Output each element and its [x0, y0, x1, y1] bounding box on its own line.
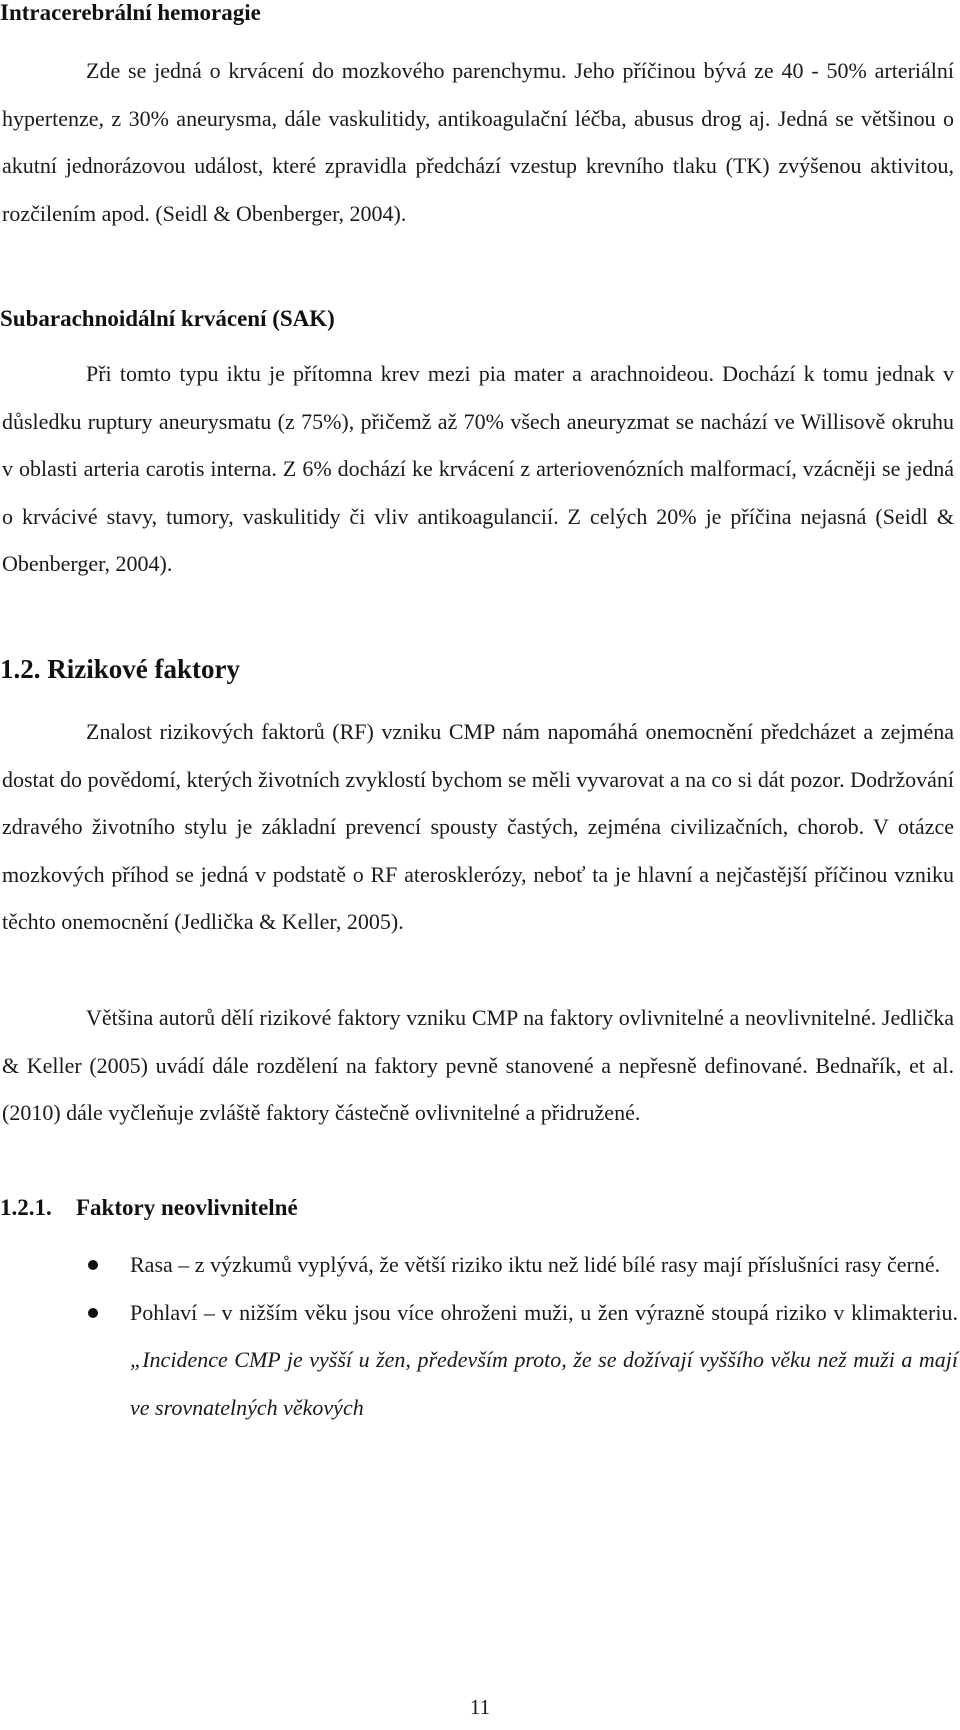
paragraph-intracerebral-hemorrhage: Zde se jedná o krvácení do mozkového parenchymu. Jeho příčinou bývá ze 40 - 50% arteriální hypertenze, z 30% aneurysma, dále vaskulitidy, antikoagulační léčba, abusus drog aj. Jedná se většinou o akutní jednorázovou událost, které zpravidla předchází vzestup krevního tlaku (TK) zvýšenou aktivitou, rozčilením apod. (Seidl & Obenberger, 2004).	[2, 58, 954, 226]
list-item-text: Rasa – z výzkumů vyplývá, že větší riziko iktu než lidé bílé rasy mají příslušníci rasy černé.	[130, 1252, 941, 1277]
heading-intracerebral-hemorrhage: Intracerebrální hemoragie	[0, 0, 261, 25]
subsection-title: Faktory neovlivnitelné	[76, 1195, 298, 1220]
heading-subarachnoid-hemorrhage: Subarachnoidální krvácení (SAK)	[0, 306, 335, 331]
paragraph-subarachnoid-hemorrhage: Při tomto typu iktu je přítomna krev mezi pia mater a arachnoideou. Dochází k tomu jednak v důsledku ruptury aneurysmatu (z 75%), přičemž až 70% všech aneuryzmat se nachází ve Willisově okruhu v oblasti arteria carotis interna. Z 6% dochází ke krvácení z arteriovenózních malformací, vzácněji se jedná o krvácivé stavy, tumory, vaskulitidy či vliv antikoagulancií. Z celých 20% je příčina nejasná (Seidl & Obenberger, 2004).	[2, 361, 954, 577]
heading-risk-factors	[0, 654, 240, 685]
list-item	[0, 1241, 958, 1289]
list-item	[0, 1289, 958, 1432]
subsection-number: 1.2.1.	[0, 1195, 52, 1220]
section-title: Rizikové faktory	[47, 654, 240, 684]
heading-non-modifiable-factors	[0, 1195, 298, 1221]
paragraph-risk-factors-intro: Znalost rizikových faktorů (RF) vzniku CMP nám napomáhá onemocnění předcházet a zejména dostat do povědomí, kterých životních zvyklostí bychom se měli vyvarovat a na co si dát pozor. Dodržování zdravého životního stylu je základní prevencí spousty častých, zejména civilizačních, chorob. V otázce mozkových příhod se jedná v podstatě o RF aterosklerózy, neboť ta je hlavní a nejčastější příčinou vzniku těchto onemocnění (Jedlička & Keller, 2005).	[2, 719, 954, 935]
bullet-icon	[88, 1260, 98, 1270]
bullet-icon	[88, 1308, 98, 1318]
page-number: 11	[469, 1695, 491, 1719]
list-item-text: Pohlaví – v nižším věku jsou více ohroženi muži, u žen výrazně stoupá riziko v klimakteriu.	[130, 1299, 958, 1325]
list-item-quote: „Incidence CMP je vyšší u žen, především proto, že se dožívají vyššího věku než muži a mají ve srovnatelných věkových	[130, 1347, 958, 1420]
section-number: 1.2.	[0, 654, 41, 684]
non-modifiable-factors-list	[0, 1241, 958, 1431]
paragraph-risk-factors-division: Většina autorů dělí rizikové faktory vzniku CMP na faktory ovlivnitelné a neovlivnitelné. Jedlička & Keller (2005) uvádí dále rozdělení na faktory pevně stanovené a nepřesně definované. Bednařík, et al. (2010) dále vyčleňuje zvláště faktory částečně ovlivnitelné a přidružené.	[2, 1005, 954, 1126]
